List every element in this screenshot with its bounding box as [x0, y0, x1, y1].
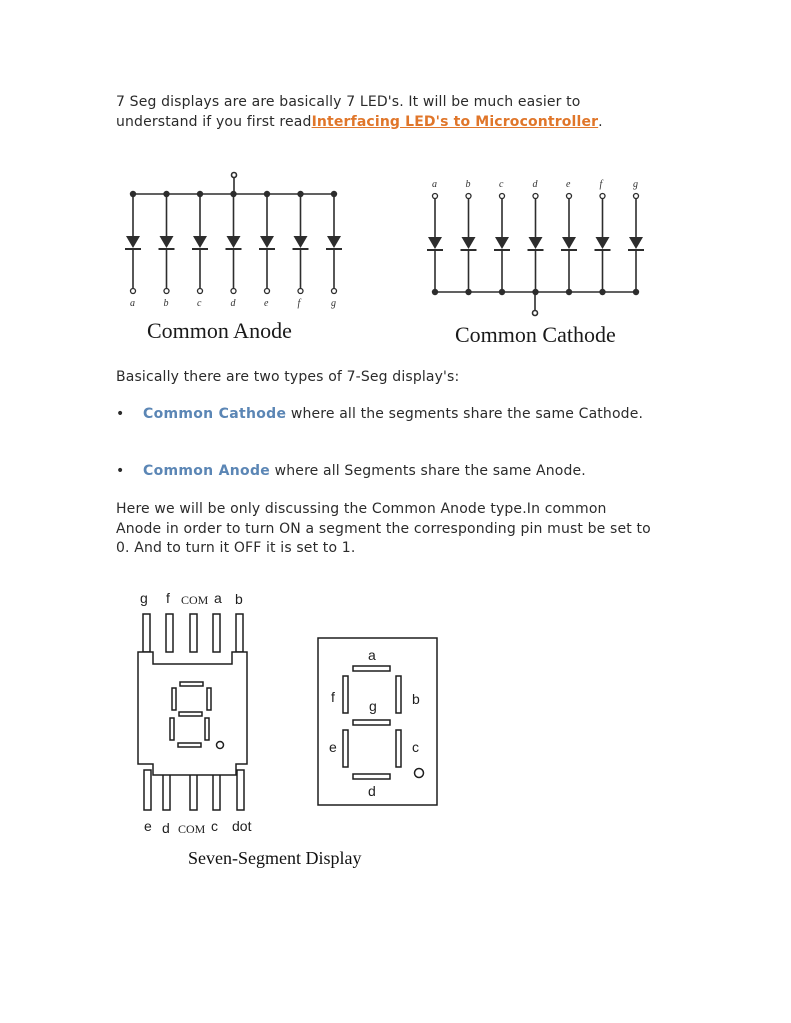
seg-label-b: b — [412, 691, 420, 707]
cathode-pin-label: d — [532, 179, 538, 190]
bullet-dot: • — [116, 406, 125, 422]
figure-caption: Seven-Segment Display — [188, 848, 362, 868]
seg-label-f: f — [331, 689, 335, 705]
pin-label-dot: dot — [232, 818, 252, 834]
cathode-pin-label: f — [599, 179, 603, 190]
pin-f-top — [166, 614, 173, 652]
anode-pin-label: c — [197, 298, 202, 309]
anode-cathode-figure — [116, 160, 656, 355]
seg-label-g: g — [369, 698, 377, 714]
pin-label-c: c — [211, 818, 218, 834]
segment-diagram-frame — [318, 638, 437, 805]
seg-label-c: c — [412, 739, 419, 755]
bullet-dot: • — [116, 463, 125, 479]
pin-label-b: b — [235, 591, 243, 607]
common-anode-term: Common Anode — [143, 463, 271, 479]
pin-e-bottom — [144, 770, 151, 810]
cathode-pin-label: c — [499, 179, 504, 190]
segment-diagram — [318, 638, 437, 805]
pin-a-top — [213, 614, 220, 652]
pin-label-a: a — [214, 590, 222, 606]
interfacing-leds-link[interactable]: Interfacing LED's to Microcontroller — [311, 113, 599, 130]
seg-label-e: e — [329, 739, 337, 755]
intro-text: 7 Seg displays are are basically 7 LED's. It will be much easier to understand if you first read — [116, 94, 581, 130]
anode-pin-label: e — [264, 298, 269, 309]
pin-label-g: g — [140, 590, 148, 606]
cathode-pin-label: e — [566, 179, 571, 190]
anode-pin-label: g — [331, 298, 336, 309]
anode-pin-label: b — [163, 298, 169, 309]
seg-label-d: d — [368, 783, 376, 799]
pin-label-d: d — [162, 820, 170, 836]
seven-segment-figure — [116, 580, 456, 880]
intro-paragraph — [116, 93, 656, 132]
cathode-caption: Common Cathode — [455, 322, 616, 347]
anode-pin-label: d — [230, 298, 236, 309]
pin-b-top — [236, 614, 243, 652]
pin-com-bottom — [190, 770, 197, 810]
cathode-pin-label: a — [432, 179, 437, 190]
seg-label-a: a — [368, 647, 376, 663]
anode-caption: Common Anode — [147, 318, 292, 343]
intro-text-end: . — [598, 113, 603, 130]
anode-pin-label: f — [297, 298, 301, 309]
bullet-common-anode — [116, 462, 656, 482]
pin-label-f: f — [166, 590, 170, 606]
pin-label-e: e — [144, 818, 152, 834]
pin-label-com-bottom: COM — [178, 822, 206, 836]
bullet-common-cathode — [116, 405, 656, 425]
common-anode-desc: where all Segments share the same Anode. — [270, 463, 586, 479]
common-cathode-desc: where all the segments share the same Cathode. — [286, 406, 644, 422]
cathode-pin-label: g — [633, 179, 638, 190]
package-outline — [138, 652, 247, 775]
anode-pin-label: a — [130, 298, 135, 309]
pin-g-top — [143, 614, 150, 652]
package-body — [138, 614, 247, 810]
types-intro: Basically there are two types of 7-Seg display's: — [116, 369, 460, 385]
pin-c-bottom — [213, 770, 220, 810]
discussion-paragraph: Here we will be only discussing the Common Anode type.In common Anode in order to turn ON a segment the corresponding pin must be set to 0. And to turn it OFF it is set to 1. — [116, 501, 651, 556]
pin-dot-bottom — [237, 770, 244, 810]
pin-label-com-top: COM — [181, 593, 209, 607]
pin-com-top — [190, 614, 197, 652]
common-cathode-term: Common Cathode — [143, 406, 287, 422]
cathode-pin-label: b — [465, 179, 471, 190]
pin-d-bottom — [163, 770, 170, 810]
